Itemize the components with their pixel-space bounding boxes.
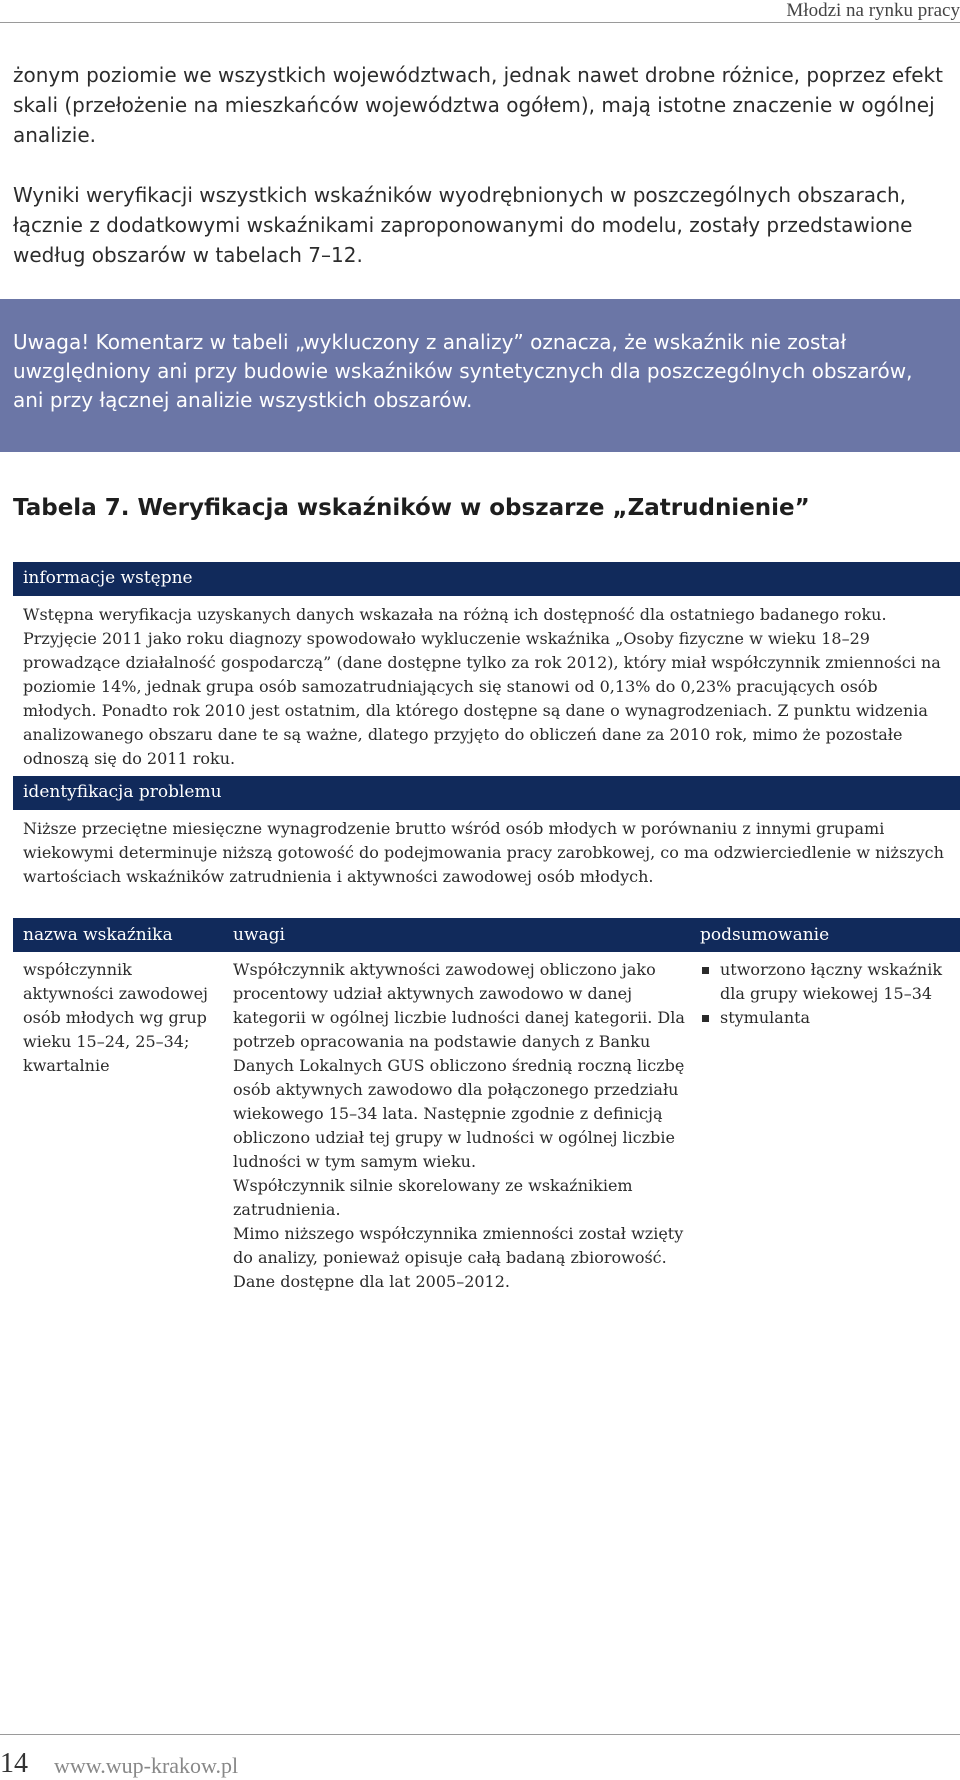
header-divider <box>0 22 960 23</box>
body-paragraph-1: żonym poziomie we wszystkich województwach, jednak nawet drobne różnice, poprzez efekt skali (przełożenie na mieszkańców województwa ogółem), mają istotne znaczenie w ogólnej analizie. <box>13 63 943 147</box>
indicator-name-cell: współczynnik aktywności zawodowej osób młodych wg grup wieku 15–24, 25–34; kwartalnie <box>23 960 209 1075</box>
square-bullet-icon <box>702 967 709 974</box>
remarks-line: Współczynnik silnie skorelowany ze wskaźnikiem zatrudnienia. <box>233 1176 633 1219</box>
body-paragraph-2: Wyniki weryfikacji wszystkich wskaźników wyodrębnionych w poszczególnych obszarach, łącznie z dodatkowymi wskaźnikami zaproponowanymi do modelu, zostały przedstawione według obszarów w tabelach 7–12. <box>13 183 913 267</box>
remarks-line: Współczynnik aktywności zawodowej obliczono jako procentowy udział aktywnych zawodowo w danej kategorii w ogólnej liczbie ludności danej kategorii. Dla potrzeb opracowania na podstawie danych z Banku Danych Lokalnych GUS obliczono średnią roczną liczbę osób aktywnych zawodowo dla połączonego przedziału wiekowego 15–34 lata. Następnie zgodnie z definicją obliczono udział tej grupy w ludności w ogólnej liczbie ludności w tym samym wieku. <box>233 960 685 1171</box>
section-text-problem: Niższe przeciętne miesięczne wynagrodzenie brutto wśród osób młodych w porównaniu z innymi grupami wiekowymi determinuje niższą gotowość do podejmowania pracy zarobkowej, co ma odzwierciedlenie w niższych wartościach wskaźników zatrudnienia i aktywności zawodowej osób młodych. <box>23 819 944 886</box>
remarks-line: Mimo niższego współczynnika zmienności został wzięty do analizy, ponieważ opisuje całą badaną zbiorowość. <box>233 1224 684 1267</box>
table-column-header-row <box>13 918 960 952</box>
summary-item-text: stymulanta <box>720 1008 811 1027</box>
page-number: 14 <box>0 1748 28 1779</box>
table-title: Tabela 7. Weryfikacja wskaźników w obszarze „Zatrudnienie” <box>13 495 810 521</box>
column-header-remarks: uwagi <box>233 925 285 945</box>
square-bullet-icon <box>702 1015 709 1022</box>
note-text: Uwaga! Komentarz w tabeli „wykluczony z analizy” oznacza, że wskaźnik nie został uwzględniony ani przy budowie wskaźników syntetycznych dla poszczególnych obszarów, ani przy łącznej analizie wszystkich obszarów. <box>13 330 913 412</box>
footer-divider <box>0 1734 960 1735</box>
summary-list-item <box>700 958 955 1006</box>
summary-cell <box>700 958 955 1030</box>
summary-list-item <box>700 1006 955 1030</box>
section-text-intro: Wstępna weryfikacja uzyskanych danych wskazała na różną ich dostępność dla ostatniego badanego roku. Przyjęcie 2011 jako roku diagnozy spowodowało wykluczenie wskaźnika „Osoby fizyczne w wieku 18–29 prowadzące działalność gospodarczą” (dane dostępne tylko za rok 2012), który miał współczynnik zmienności na poziomie 14%, jednak grupa osób samozatrudniających się stanowi od 0,13% do 0,23% pracujących osób młodych. Ponadto rok 2010 jest ostatnim, dla którego dostępne są dane o wynagrodzeniach. Z punktu widzenia analizowanego obszaru dane te są ważne, dlatego przyjęto do obliczeń dane za 2010 rok, mimo że pozostałe odnoszą się do 2011 roku. <box>23 605 941 768</box>
section-header-problem: identyfikacja problemu <box>13 776 960 810</box>
remarks-line: Dane dostępne dla lat 2005–2012. <box>233 1272 510 1291</box>
column-header-name: nazwa wskaźnika <box>23 925 173 945</box>
remarks-cell <box>233 958 693 1294</box>
summary-item-text: utworzono łączny wskaźnik dla grupy wiekowej 15–34 <box>720 960 943 1003</box>
note-box <box>0 299 960 452</box>
footer-website: www.wup-krakow.pl <box>54 1753 239 1778</box>
running-header: Młodzi na rynku pracy <box>786 0 960 21</box>
section-header-intro: informacje wstępne <box>13 562 960 596</box>
column-header-summary: podsumowanie <box>700 925 830 945</box>
